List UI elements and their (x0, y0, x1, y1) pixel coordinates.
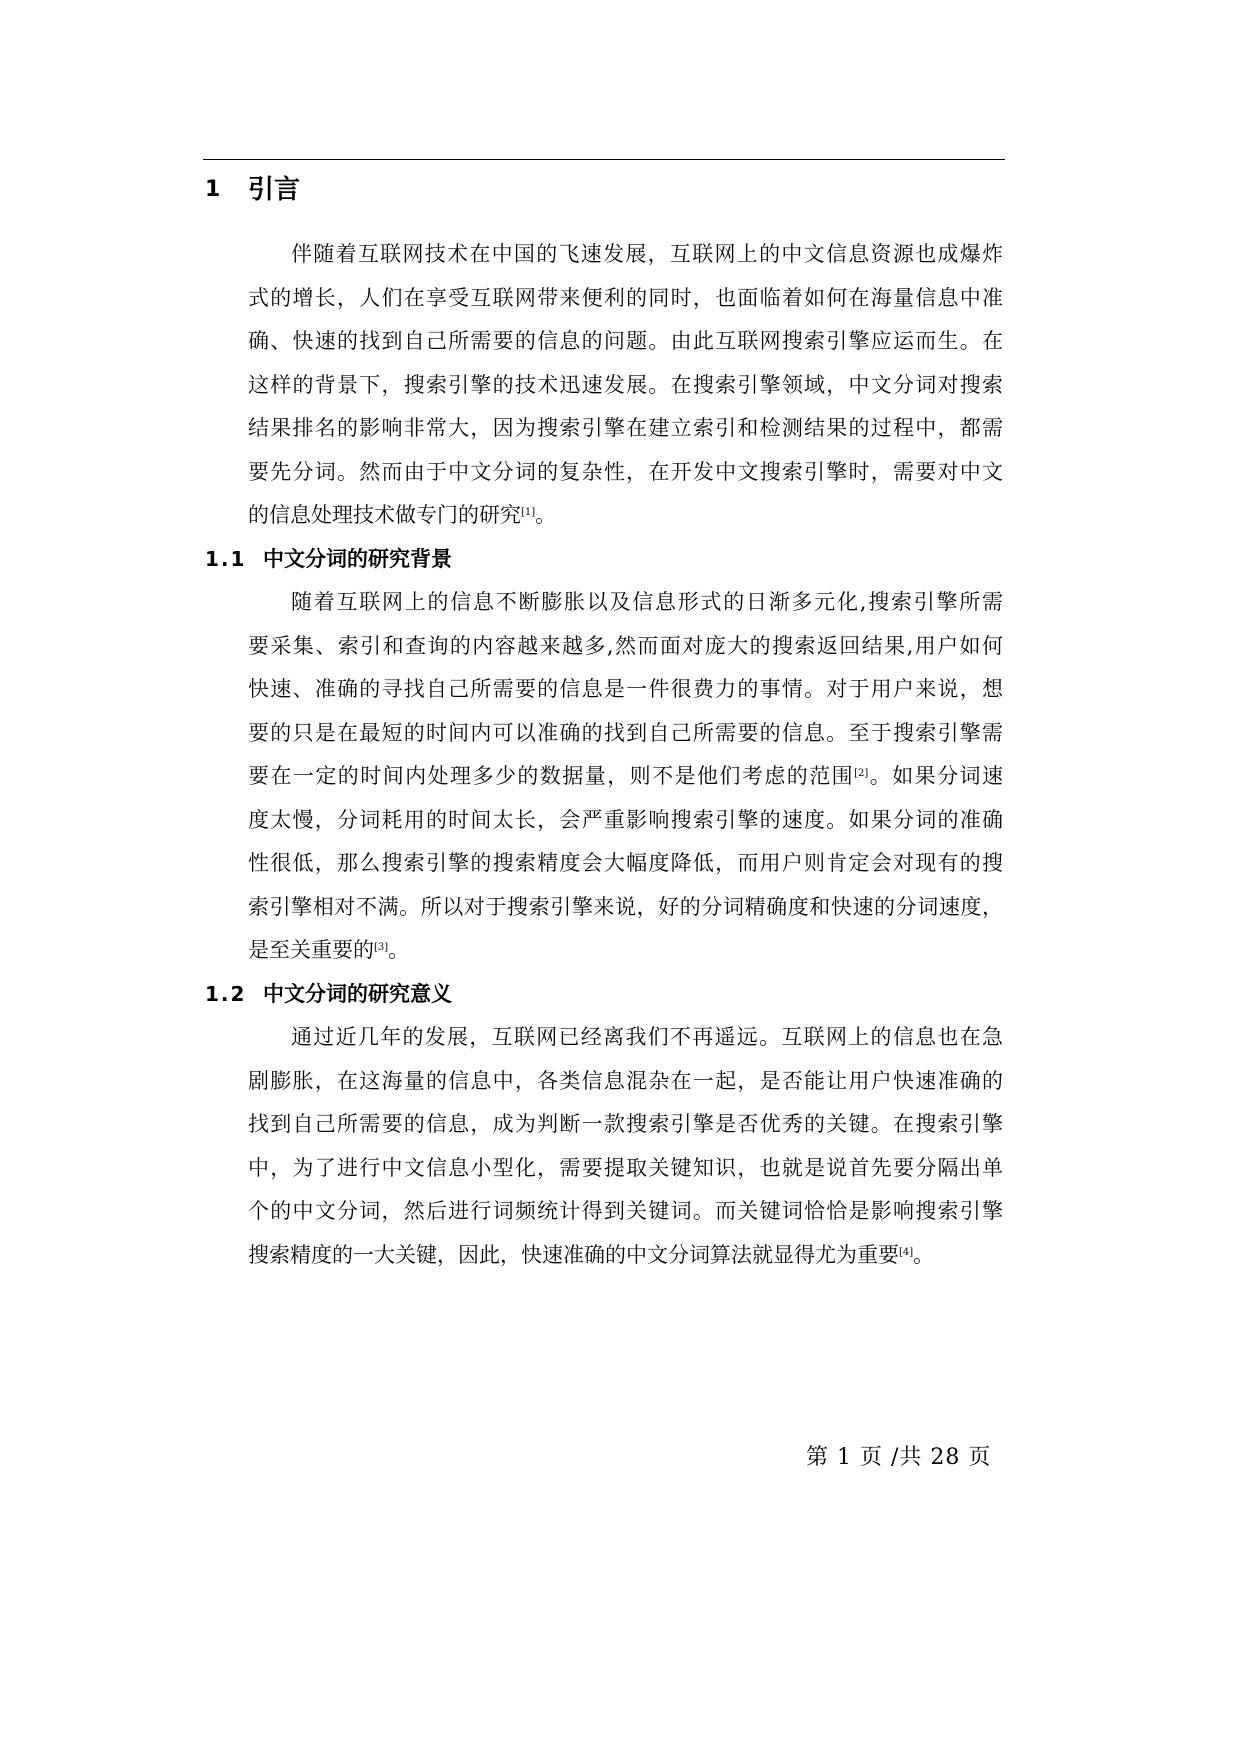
body-text (205, 233, 1004, 1277)
header-rule (203, 159, 1005, 160)
chapter-title: 引言 (248, 175, 301, 205)
paragraph-line: 要的只是在最短的时间内可以准确的找到自己所需要的信息。至于搜索引擎需 (248, 720, 1003, 745)
citation-ref: [2] (854, 768, 869, 779)
paragraph-line: 结果排名的影响非常大，因为搜索引擎在建立索引和检测结果的过程中，都需 (248, 416, 1003, 440)
section-number: 1.1 (205, 546, 247, 571)
paragraph-line: 要采集、索引和查询的内容越来越多,然而面对庞大的搜索返回结果,用户如何 (248, 633, 1003, 658)
section-title: 中文分词的研究意义 (263, 981, 452, 1006)
paragraph-line (248, 1234, 1003, 1278)
section-title: 中文分词的研究背景 (263, 546, 452, 571)
line-text: 。 (913, 1242, 935, 1267)
paragraph-line: 式的增长，人们在享受互联网带来便利的同时，也面临着如何在海量信息中准 (248, 285, 1003, 310)
paragraph-line: 通过近几年的发展，互联网已经离我们不再遥远。互联网上的信息也在急 (291, 1025, 1003, 1049)
citation-ref: [1] (521, 507, 536, 518)
line-text: 。 (535, 503, 557, 527)
paragraph-line: 找到自己所需要的信息，成为判断一款搜索引擎是否优秀的关键。在搜索引擎 (248, 1112, 1003, 1136)
paragraph-line: 伴随着互联网技术在中国的飞速发展，互联网上的中文信息资源也成爆炸 (291, 242, 1003, 266)
line-text: 搜索精度的一大关键，因此，快速准确的中文分词算法就显得尤为重要 (248, 1242, 899, 1267)
paragraph-line: 这样的背景下，搜索引擎的技术迅速发展。在搜索引擎领域，中文分词对搜索 (248, 372, 1003, 397)
section-number: 1.2 (205, 981, 247, 1006)
citation-ref: [4] (899, 1246, 914, 1258)
paragraph-line: 剧膨胀，在这海量的信息中，各类信息混杂在一起，是否能让用户快速准确的 (248, 1068, 1003, 1093)
line-text: 。如果分词速 (868, 764, 1004, 788)
paragraph-line: 度太慢，分词耗用的时间太长，会严重影响搜索引擎的速度。如果分词的准确 (248, 807, 1003, 832)
section-paragraph (248, 1016, 1003, 1277)
section-heading (205, 973, 1003, 1017)
paragraph-line: 性很低，那么搜索引擎的搜索精度会大幅度降低，而用户则肯定会对现有的搜 (248, 851, 1003, 875)
page-number-footer: 第 1 页 /共 28 页 (806, 1445, 992, 1470)
section-paragraph (248, 581, 1003, 973)
line-text: 的信息处理技术做专门的研究 (248, 503, 521, 527)
intro-paragraph (248, 233, 1003, 538)
chapter-heading (205, 170, 505, 210)
paragraph-line: 快速、准确的寻找自己所需要的信息是一件很费力的事情。对于用户来说，想 (248, 677, 1003, 701)
paragraph-line: 中，为了进行中文信息小型化，需要提取关键知识，也就是说首先要分隔出单 (248, 1155, 1003, 1180)
paragraph-line: 随着互联网上的信息不断膨胀以及信息形式的日渐多元化,搜索引擎所需 (291, 590, 1003, 614)
citation-ref: [3] (374, 942, 389, 953)
line-text: 。 (388, 938, 410, 962)
paragraph-line: 索引擎相对不满。所以对于搜索引擎来说，好的分词精确度和快速的分词速度， (248, 894, 1003, 919)
paragraph-line: 个的中文分词，然后进行词频统计得到关键词。而关键词恰恰是影响搜索引擎 (248, 1199, 1003, 1223)
chapter-number: 1 (205, 177, 221, 202)
line-text: 是至关重要的 (248, 938, 374, 962)
paragraph-line (248, 929, 1003, 973)
section-heading (205, 538, 1003, 582)
paragraph-line (248, 755, 1003, 799)
paragraph-line: 要先分词。然而由于中文分词的复杂性，在开发中文搜索引擎时，需要对中文 (248, 459, 1003, 484)
paragraph-line (248, 494, 1003, 538)
line-text: 要在一定的时间内处理多少的数据量，则不是他们考虑的范围 (248, 764, 855, 788)
paragraph-line: 确、快速的找到自己所需要的信息的问题。由此互联网搜索引擎应运而生。在 (248, 329, 1003, 353)
